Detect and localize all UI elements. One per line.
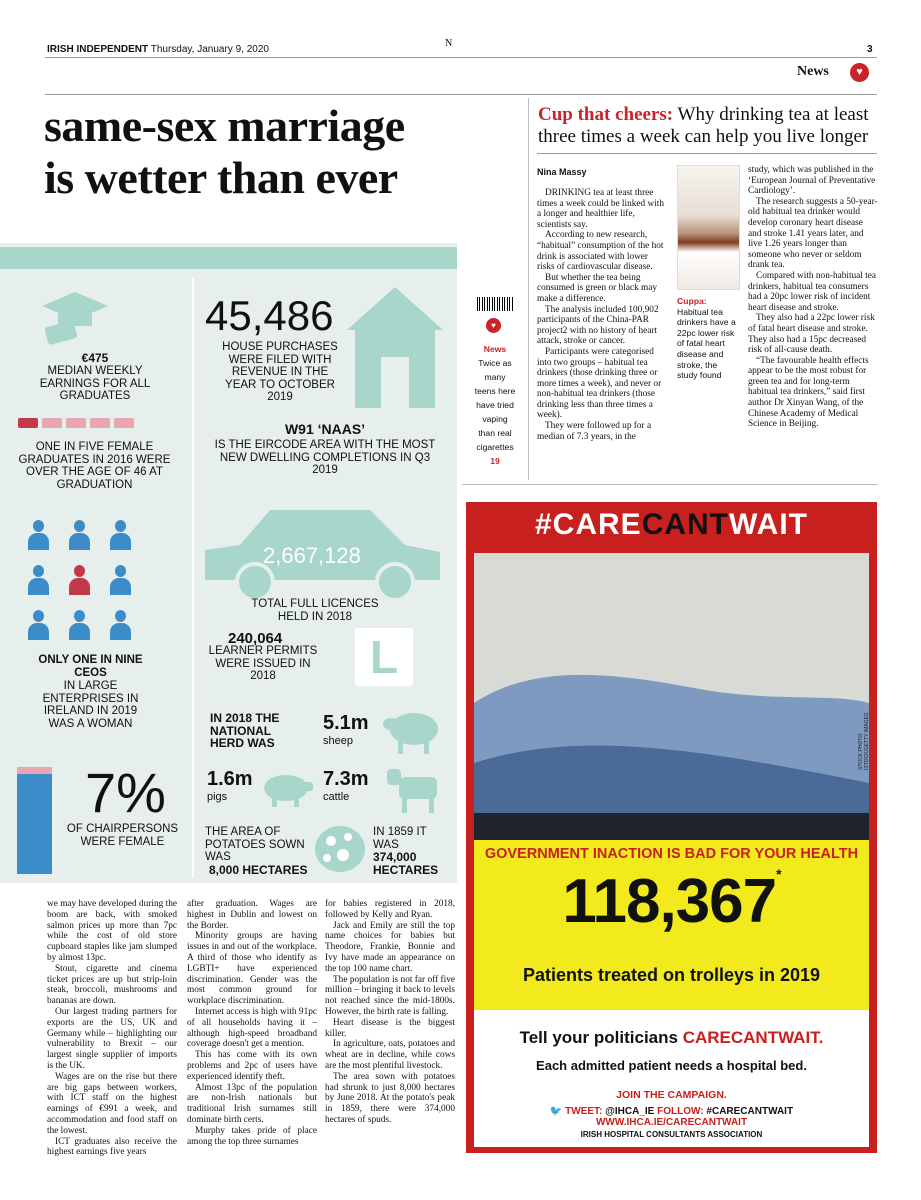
ad-trolley-number (474, 866, 869, 937)
chair-text: OF CHAIRPERSONS WERE FEMALE (66, 823, 179, 848)
pigs-value: 1.6m (207, 768, 253, 790)
article-para: Minority groups are having issues in and out of the workplace. A third of those who identify as LGBTI+ have experienced discrimination. Gender was the most common ground for workplace discrimination. (187, 931, 317, 1007)
chairperson-bar (17, 767, 52, 874)
ad-social-line (474, 1106, 869, 1128)
eircode-value: W91 ‘NAAS’ (284, 421, 366, 437)
article-column-2 (187, 899, 317, 1147)
tea-para: They also had a 22pc lower risk of fatal heart disease and stroke. They also had a 15pc decreased risk of all-cause death. (748, 313, 875, 356)
hashtag-part-3: WAIT (729, 508, 809, 541)
tea-para: Compared with non-habitual tea drinkers, habitual tea consumers had a 20pc lower risk of incident heart disease and stroke. (748, 270, 877, 313)
licence-text: TOTAL FULL LICENCES HELD IN 2018 (251, 598, 379, 623)
headline-line-2: is wetter than ever (44, 152, 398, 203)
section-rule (45, 94, 877, 95)
earnings-value: €475 (81, 351, 109, 365)
article-para: Jack and Emily are still the top name choices for babies but Theodore, Frankie, Bonnie and Ivy have made an appearance on the top 100 name chart. (325, 920, 455, 974)
licence-value: 2,667,128 (263, 543, 361, 568)
cow-icon (385, 765, 443, 815)
teaser[interactable] (473, 342, 517, 468)
potato-text: THE AREA OF POTATOES SOWN WAS (205, 826, 305, 863)
infographic-band (0, 247, 457, 269)
ceo-bold: ONLY ONE IN NINE CEOS (38, 654, 143, 679)
article-para: Murphy takes pride of place among the top three surnames (187, 1125, 317, 1147)
female-grads-text: ONE IN FIVE FEMALE GRADUATES IN 2016 WERE OVER THE AGE OF 46 AT GRADUATION (18, 441, 171, 491)
teaser-page: 19 (490, 456, 500, 466)
trolley-count: 118,367 (562, 867, 777, 936)
article-column-3 (325, 899, 455, 1126)
pig-icon (262, 772, 314, 808)
herd-title: IN 2018 THE NATIONAL HERD WAS (210, 711, 280, 750)
article-para: The population is not far off five million – bringing it back to levels not reached since the mid-1800s. However, the birth rate is falling. (325, 974, 455, 1017)
learner-text: LEARNER PERMITS WERE ISSUED IN 2018 (208, 645, 318, 682)
article-para: after graduation. Wages are highest in Dublin and lowest on the Border. (187, 899, 317, 931)
article-column-1 (47, 899, 177, 1158)
tea-para: The research suggests a 50-year-old habitual tea drinker would develop coronary heart disease and stroke 1.41 years later, and live 1.26 years longer than someone who never or seldom drank tea. (748, 196, 878, 271)
potato1859-text: IN 1859 IT WAS (373, 826, 427, 851)
barcode-icon (477, 297, 514, 311)
tea-headline (538, 104, 883, 148)
pigs-label: pigs (207, 791, 228, 803)
article-para: This has come with its own problems and 2pc of users have experienced identify theft. (187, 1050, 317, 1082)
caption-label: Cuppa: (677, 296, 707, 306)
photo-credit: STOCK PHOTO: ISTOCK/GETTY IMAGES (858, 712, 870, 770)
article-para: Internet access is high with 91pc of all households having it – although high-speed broadband coverage doesn't get a mention. (187, 1006, 317, 1050)
tea-caption (677, 296, 740, 381)
tea-para: DRINKING tea at least three times a week could be linked with a longer and healthier life, scientists say. (537, 188, 665, 230)
tea-para: The analysis included 100,902 participants of the China-PAR project2 with no history of heart attack, stroke or cancer. (537, 304, 659, 347)
earnings-text: MEDIAN WEEKLY EARNINGS FOR ALL GRADUATES (39, 365, 151, 402)
learner-value: 240,064 (228, 630, 283, 647)
article-para: In agriculture, oats, potatoes and wheat are in decline, while cows are the most plentiful livestock. (325, 1039, 455, 1071)
column-rule (528, 98, 529, 480)
tea-para: But whether the tea being consumed is green or black may make a difference. (537, 272, 658, 304)
chairperson-bar-fill (17, 767, 52, 774)
cattle-label: cattle (323, 791, 350, 803)
page-number: 3 (867, 44, 873, 55)
twitter-bird-icon: 🐦 (549, 1106, 563, 1117)
article-rule (462, 484, 878, 485)
article-para: Our largest trading partners for exports are the US, UK and Germany while – highlighting our vulnerability to Brexit – our largest single supplier of imports is the UK. (47, 1006, 177, 1071)
tea-para: “The favourable health effects appear to be the most robust for green tea and for long-term habitual tea drinkers,” said first author Dr Xinyan Wang, of the Chinese Academy of Medical Science in Beijing. (748, 355, 869, 430)
potato-value: 8,000 HECTARES (209, 863, 308, 877)
eircode-text: IS THE EIRCODE AREA WITH THE MOST NEW DWELLING COMPLETIONS IN Q3 2019 (214, 439, 436, 476)
tea-cup-photo (677, 165, 740, 290)
paper-name: IRISH INDEPENDENT (47, 44, 149, 55)
sheep-icon (382, 709, 440, 755)
masthead (47, 44, 269, 55)
infographic-divider (192, 277, 194, 877)
article-para: Heart disease is the biggest killer. (325, 1017, 455, 1039)
potato1859-value: 374,000 HECTARES (373, 850, 439, 877)
article-para: Almost 13pc of the population are non-Irish nationals but traditional Irish surnames still dominate birth certs. (187, 1082, 317, 1125)
headline-line-1: same-sex marriage (44, 100, 405, 151)
ad-tell-line (474, 1028, 869, 1048)
house-text: HOUSE PURCHASES WERE FILED WITH REVENUE IN THE YEAR TO OCTOBER 2019 (222, 341, 338, 403)
tea-column-1 (537, 188, 667, 442)
article-para: ICT graduates also receive the highest earnings five years (47, 1136, 177, 1158)
campaign-url[interactable]: WWW.IHCA.IE/CARECANTWAIT (595, 1117, 748, 1128)
house-icon (345, 285, 445, 410)
tea-rule (537, 153, 877, 154)
hospital-trolley-photo (474, 553, 869, 840)
graduation-cap-icon (40, 288, 110, 348)
article-para: The area sown with potatoes had shrunk to just 8,000 hectares by June 2018. At the potato's peak in 1859, there were 374,000 hectares of spuds. (325, 1071, 455, 1125)
ad-each-line: Each admitted patient needs a hospital bed. (536, 1058, 807, 1073)
tweet-label: TWEET: (565, 1106, 603, 1117)
ad-organisation: IRISH HOSPITAL CONSULTANTS ASSOCIATION (580, 1130, 763, 1139)
follow-label: FOLLOW: (657, 1106, 704, 1117)
heart-logo-icon: ♥ (486, 318, 501, 333)
issue-date: Thursday, January 9, 2020 (150, 44, 269, 55)
tea-para: According to new research, “habitual” consumption of the hot drink is associated with lower risks of cardiovascular disease. (537, 230, 664, 273)
ad-hashtag (466, 508, 877, 542)
ceo-people-icons (27, 520, 152, 645)
article-para: Stout, cigarette and cinema ticket prices are up but strip-loin steak, broccoli, mushrooms and bananas are down. (47, 963, 177, 1007)
l-plate-icon: L (355, 628, 413, 686)
tell-text: Tell your politicians (519, 1028, 683, 1047)
hashtag-part-2: CANT (641, 508, 730, 541)
follow-hashtag[interactable]: #CARECANTWAIT (706, 1106, 794, 1117)
ceo-text: IN LARGE ENTERPRISES IN IRELAND IN 2019 WAS A WOMAN (42, 680, 139, 730)
cattle-value: 7.3m (323, 768, 369, 790)
ad-join-line: JOIN THE CAMPAIGN. (616, 1089, 727, 1101)
tea-para: They were followed up for a median of 7.3 years, in the (537, 421, 652, 442)
tea-headline-text: Why drinking tea at least three times a week can help you live longer (538, 104, 869, 147)
ad-government-line: GOVERNMENT INACTION IS BAD FOR YOUR HEALTH (484, 846, 859, 862)
hashtag-part-1: #CARE (534, 508, 642, 541)
tea-para: Participants were categorised into two groups – habitual tea drinkers (those drinking three or more times a week), and never or non-habitual tea drinkers (those drinking less than three times a week). (537, 346, 662, 421)
chair-value: 7% (85, 761, 166, 824)
tweet-handle[interactable]: @IHCA_IE (605, 1106, 655, 1117)
ad-patients-line: Patients treated on trolleys in 2019 (522, 965, 821, 985)
main-headline (44, 100, 464, 204)
asterisk: * (776, 866, 781, 882)
tea-kicker: Cup that cheers: (538, 104, 674, 125)
teaser-text: Twice as many teens here have tried vaping than real cigarettes (474, 358, 516, 452)
tea-column-2 (748, 165, 878, 430)
article-para: for babies registered in 2018, followed by Kelly and Ryan. (325, 899, 455, 920)
heart-logo-icon: ♥ (850, 63, 869, 82)
tea-byline: Nina Massy (537, 167, 587, 177)
caption-text: Habitual tea drinkers have a 22pc lower risk of fatal heart disease and stroke, the study found (677, 306, 736, 381)
potato-icon (313, 823, 368, 875)
sheep-label: sheep (323, 735, 353, 747)
female-graduates-icons (18, 418, 173, 432)
sheep-value: 5.1m (323, 712, 369, 734)
section-label: News (797, 64, 829, 79)
teaser-label: News (483, 344, 507, 354)
tell-hashtag: CARECANTWAIT. (682, 1028, 824, 1047)
article-para: Wages are on the rise but there are big gaps between workers, with ICT staff on the highest earnings of €991 a week, and accommodation and food staff on the lowest. (47, 1071, 177, 1136)
article-para: we may have developed during the boom are back, with smoked salmon prices up more than 7pc while the cost of old store cupboard staples like jam slumped by almost 13pc. (47, 899, 177, 963)
header-rule (45, 57, 877, 58)
fold-mark: N (445, 38, 453, 49)
tea-para: study, which was published in the ‘European Journal of Preventative Cardiology’. (748, 165, 876, 197)
house-value: 45,486 (205, 292, 334, 339)
